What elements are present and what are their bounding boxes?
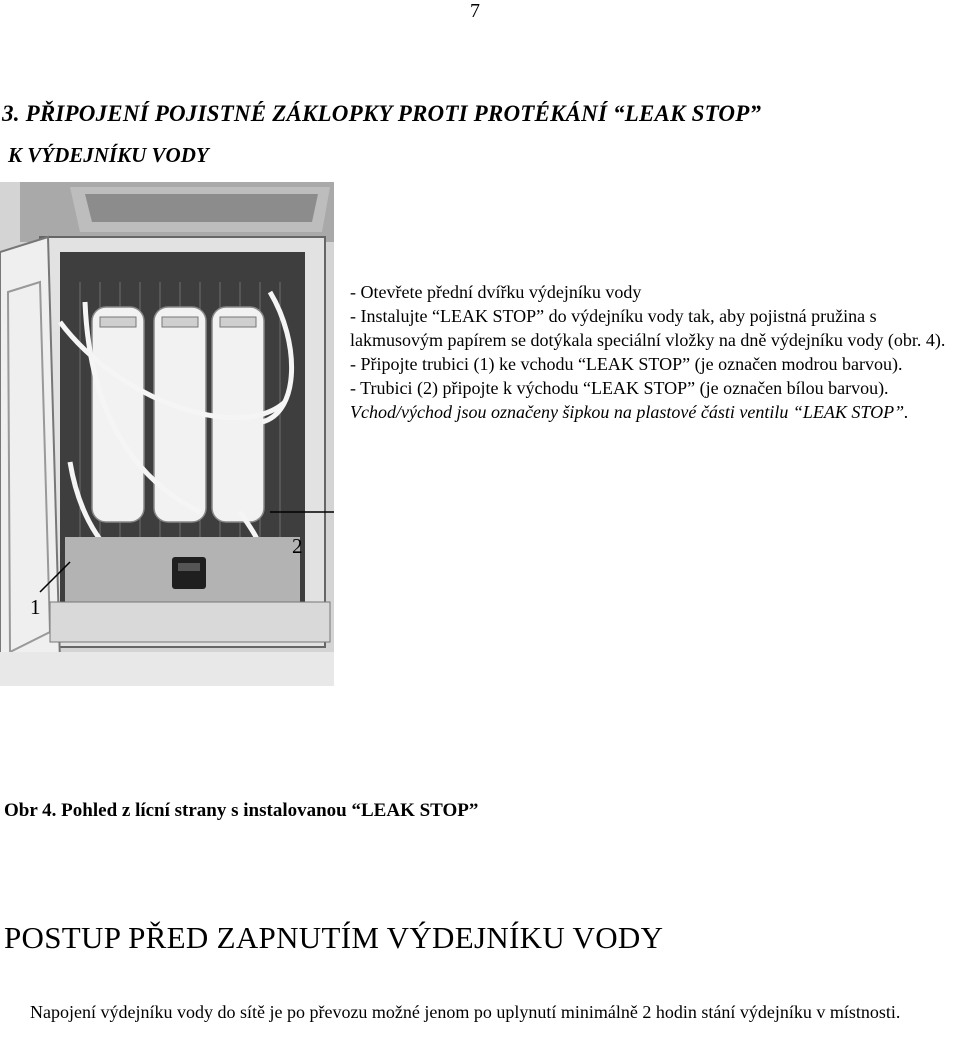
instruction-4: - Trubici (2) připojte k východu “LEAK STOP” (je označen bílou barvou). (350, 378, 889, 398)
procedure-text: Napojení výdejníku vody do sítě je po převozu možné jenom po uplynutí minimálně 2 hodin stání výdejníku v místnosti. (30, 1002, 901, 1022)
instruction-3: - Připojte trubici (1) ke vchodu “LEAK STOP” (je označen modrou barvou). (350, 354, 903, 374)
procedure-heading: POSTUP PŘED ZAPNUTÍM VÝDEJNÍKU VODY (4, 920, 664, 955)
instruction-list (350, 280, 958, 424)
page-number: 7 (470, 0, 480, 22)
instruction-note: Vchod/východ jsou označeny šipkou na plastové části ventilu “LEAK STOP”. (350, 402, 909, 422)
section-subtitle: K VÝDEJNÍKU VODY (8, 143, 209, 167)
instruction-2: - Instalujte “LEAK STOP” do výdejníku vody tak, aby pojistná pružina s lakmusovým papírem se dotýkala speciální vložky na dně výdejníku vody (obr. 4). (350, 306, 946, 350)
section-title: 3. PŘIPOJENÍ POJISTNÉ ZÁKLOPKY PROTI PROTÉKÁNÍ “LEAK STOP” (2, 101, 762, 126)
figure-label-1: 1 (30, 595, 41, 619)
dispenser-illustration (0, 182, 334, 686)
figure-label-2: 2 (292, 534, 303, 558)
dispenser-photo (0, 182, 334, 686)
instruction-1: - Otevřete přední dvířku výdejníku vody (350, 282, 642, 302)
figure-caption: Obr 4. Pohled z lícní strany s instalovanou “LEAK STOP” (4, 800, 479, 821)
